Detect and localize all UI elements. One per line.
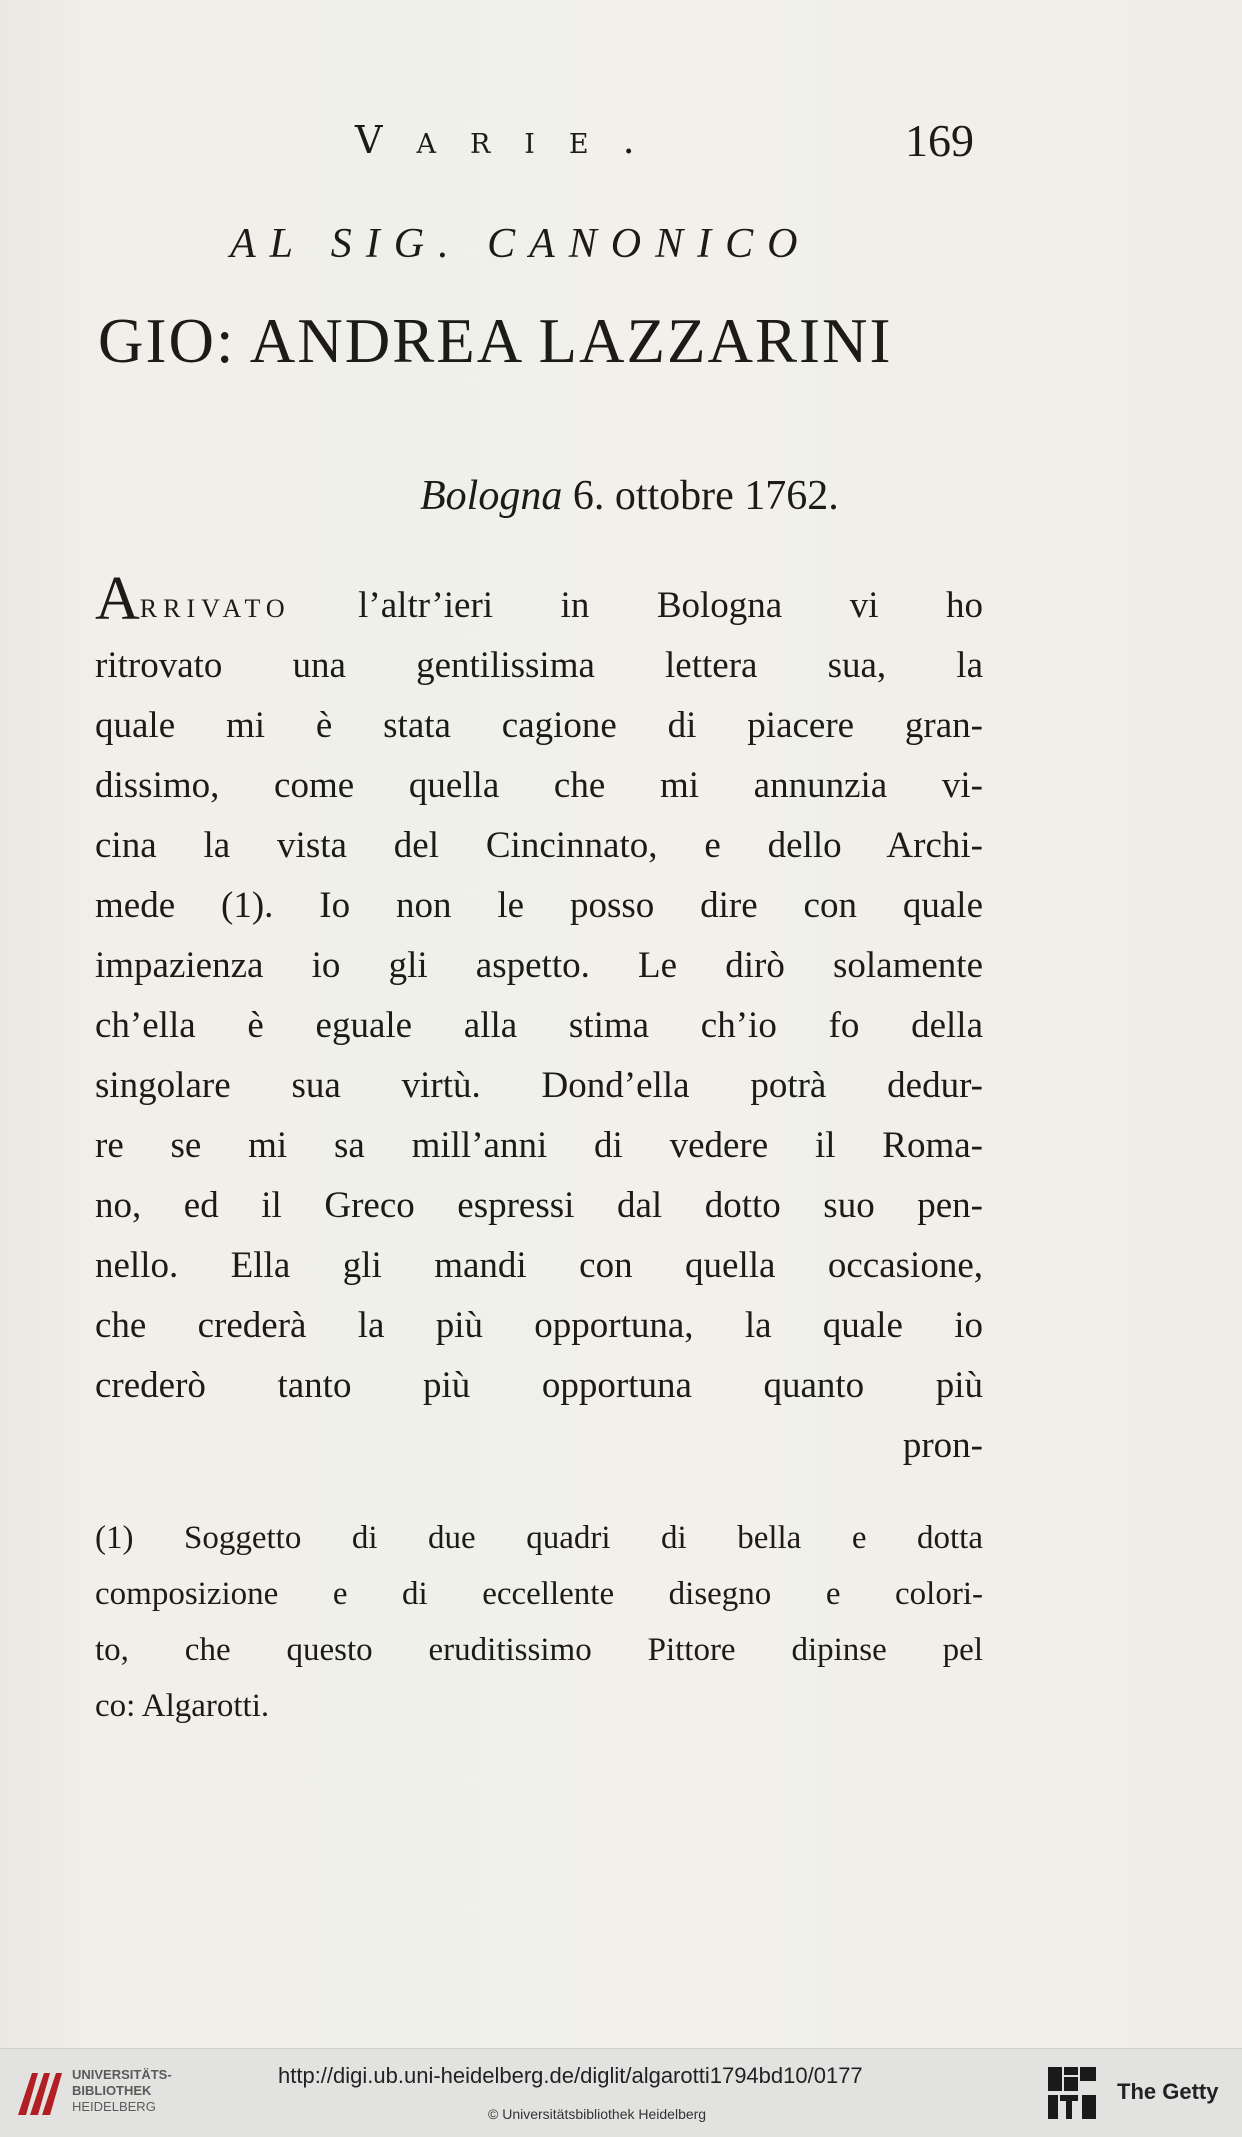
text-line: singolare sua virtù. Dond’ella potrà dedur- xyxy=(95,1065,983,1106)
drop-cap: A xyxy=(95,565,140,633)
viewer-footer xyxy=(0,2048,1242,2137)
first-word-rest: rrivato xyxy=(139,585,291,626)
text-line: ch’ella è eguale alla stima ch’io fo della xyxy=(95,1005,983,1046)
getty-logo-icon[interactable] xyxy=(1046,2065,1098,2121)
running-head xyxy=(0,115,1242,188)
footnote-line: to, che questo eruditissimo Pittore dipinse pel xyxy=(95,1632,983,1668)
letter-date: 6. ottobre 1762. xyxy=(572,473,839,519)
letter-dateline xyxy=(420,472,839,520)
partner-name: The Getty xyxy=(1117,2079,1219,2104)
text-line: impazienza io gli aspetto. Le dirò solamente xyxy=(95,945,983,986)
text-line: re se mi sa mill’anni di vedere il Roma- xyxy=(95,1125,983,1166)
letter-place: Bologna xyxy=(420,473,563,519)
letter-body xyxy=(95,565,984,1476)
letter-recipient: GIO: ANDREA LAZZARINI xyxy=(98,306,893,376)
text-line: quale mi è stata cagione di piacere gran- xyxy=(95,705,983,746)
text-line: cina la vista del Cincinnato, e dello Archi- xyxy=(95,825,983,866)
text-line: no, ed il Greco espressi dal dotto suo pen- xyxy=(95,1185,983,1226)
text-line: dissimo, come quella che mi annunzia vi- xyxy=(95,765,983,806)
footnote-line: (1) Soggetto di due quadri di bella e dotta xyxy=(95,1520,983,1556)
text-line xyxy=(95,565,984,636)
text-line-content: l’altr’ieri in Bologna vi ho xyxy=(358,585,984,626)
footnote-line: composizione e di eccellente disegno e colori- xyxy=(95,1576,983,1612)
permalink-url[interactable]: http://digi.ub.uni-heidelberg.de/diglit/algarotti1794bd10/0177 xyxy=(278,2063,863,2088)
catchword: pron- xyxy=(902,1425,983,1466)
footnote-line: co: Algarotti. xyxy=(95,1688,270,1724)
text-line: crederò tanto più opportuna quanto più xyxy=(95,1365,983,1406)
page-number: 169 xyxy=(905,115,974,166)
letter-addressee: AL SIG. CANONICO xyxy=(230,221,812,267)
text-line: che crederà la più opportuna, la quale io xyxy=(95,1305,983,1346)
university-library-logo-icon[interactable] xyxy=(12,2065,70,2123)
footnote xyxy=(95,1510,983,1734)
text-line: nello. Ella gli mandi con quella occasione, xyxy=(95,1245,983,1286)
text-line: mede (1). Io non le posso dire con quale xyxy=(95,885,983,926)
text-line: ritrovato una gentilissima lettera sua, la xyxy=(95,645,983,686)
university-library-name: UNIVERSITÄTS- BIBLIOTHEK HEIDELBERG xyxy=(72,2067,172,2114)
copyright-notice: © Universitätsbibliothek Heidelberg xyxy=(488,2106,707,2122)
running-title: Varie. xyxy=(355,118,669,162)
